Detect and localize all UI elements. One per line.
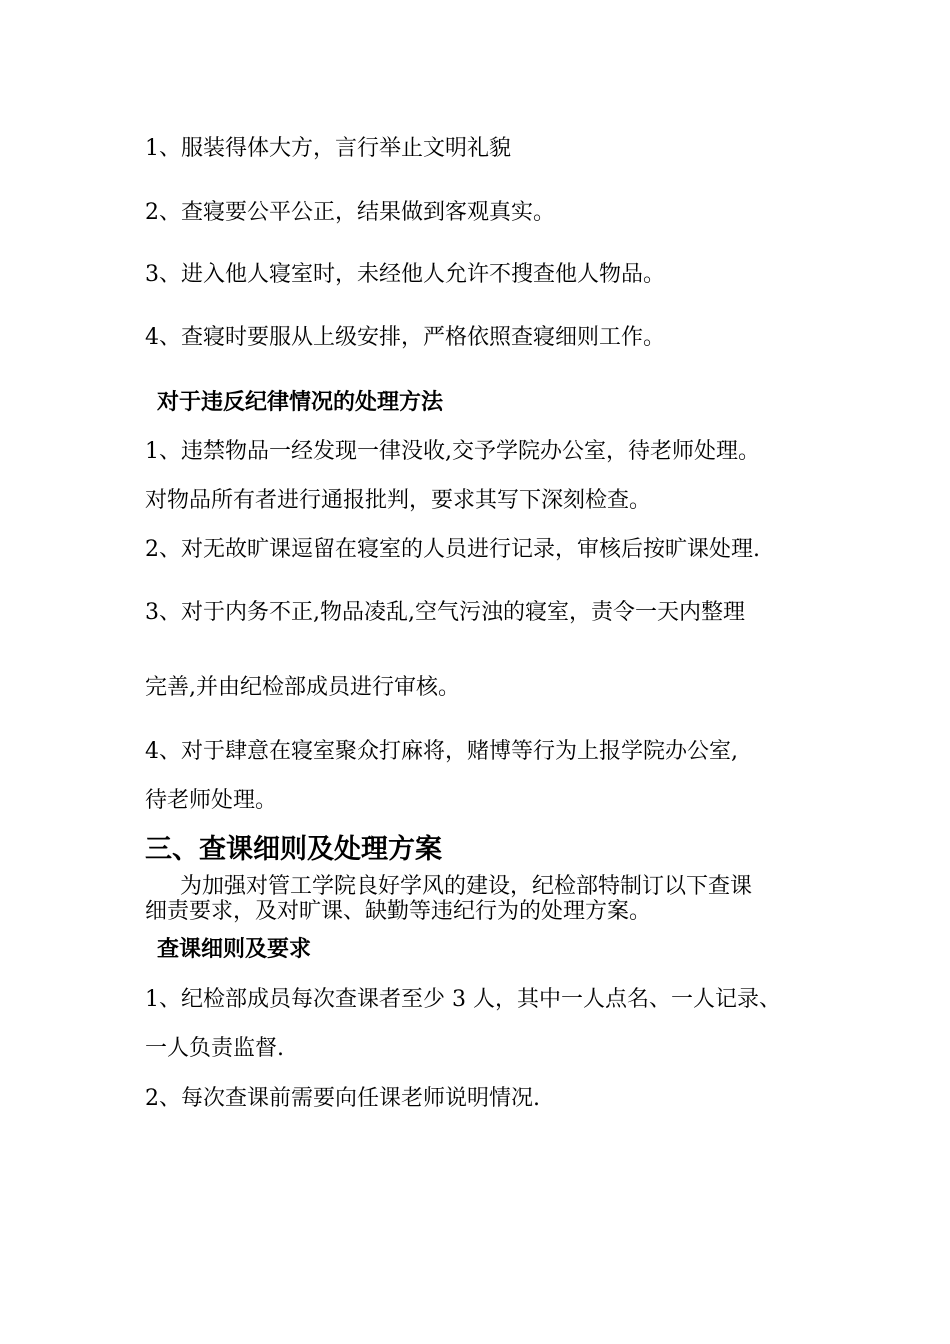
class-line-1: 1、纪检部成员每次查课者至少 3 人，其中一人点名、一人记录、 [145,987,781,1012]
violation-line-3: 2、对无故旷课逗留在寝室的人员进行记录，审核后按旷课处理. [145,537,760,562]
violation-line-5: 完善,并由纪检部成员进行审核。 [145,675,460,700]
section-title: 三、查课细则及处理方案 [145,834,442,865]
violation-line-1: 1、违禁物品一经发现一律没收,交予学院办公室，待老师处理。 [145,439,760,464]
dorm-rule-2: 2、查寝要公平公正，结果做到客观真实。 [145,200,555,225]
violation-line-6: 4、对于肆意在寝室聚众打麻将，赌博等行为上报学院办公室, [145,739,738,764]
dorm-rule-3: 3、进入他人寝室时，未经他人允许不搜查他人物品。 [145,262,665,287]
dorm-rule-4: 4、查寝时要服从上级安排，严格依照查寝细则工作。 [145,325,665,350]
intro-line-1: 为加强对管工学院良好学风的建设，纪检部特制订以下查课 [180,874,753,899]
intro-line-2: 细责要求，及对旷课、缺勤等违纪行为的处理方案。 [145,899,652,924]
class-line-3: 2、每次查课前需要向任课老师说明情况. [145,1086,540,1111]
violation-line-2: 对物品所有者进行通报批判，要求其写下深刻检查。 [145,488,652,513]
class-line-2: 一人负责监督. [145,1036,284,1061]
dorm-rule-1: 1、服装得体大方，言行举止文明礼貌 [145,136,511,161]
violation-heading: 对于违反纪律情况的处理方法 [157,389,444,415]
violation-line-7: 待老师处理。 [145,788,278,813]
violation-line-4: 3、对于内务不正,物品凌乱,空气污浊的寝室，责令一天内整理 [145,600,745,625]
class-heading: 查课细则及要求 [157,936,312,962]
